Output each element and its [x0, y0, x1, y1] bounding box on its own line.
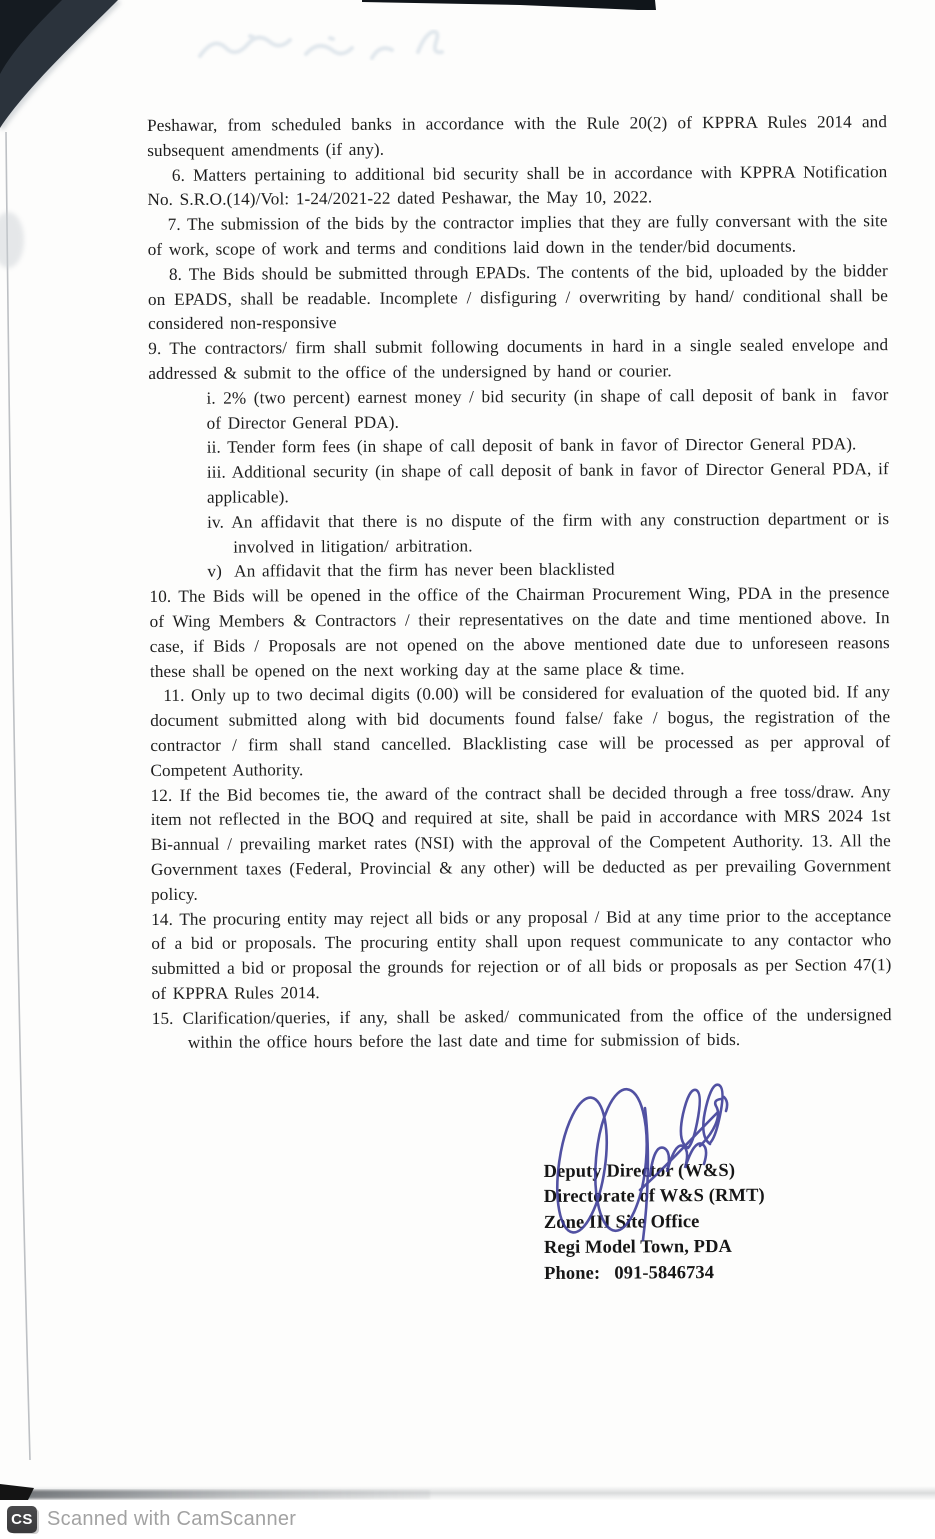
paragraph: 15. Clarification/queries, if any, shall be asked/ communicated from the office of the undersigned within the office hours before the last date and time for submission of bids. — [151, 1004, 899, 1053]
camscanner-badge-icon — [7, 1506, 37, 1533]
paragraph: 10. The Bids will be opened in the office of the Chairman Procurement Wing, PDA in the presence of Wing Members & Contractors / their representatives on the date and time mentioned above. In case, if Bids / Proposals are not opened on the above mentioned date due to unforeseen reasons these shall be opened on the next working day at the same place & time. — [149, 583, 897, 681]
list-item: iii. Additional security (in shape of call deposit of bank in favor of Director General PDA, if applicable). — [206, 459, 896, 507]
paragraph: 9. The contractors/ firm shall submit following documents in hard in a single sealed envelope and addressed & submit to the office of the undersigned by hand or courier. — [148, 335, 895, 383]
camscanner-footer-text: Scanned with CamScanner — [47, 1508, 297, 1530]
signature-line: Regi Model Town, PDA — [543, 1237, 733, 1259]
list-item: iv. An affidavit that there is no dispute of the firm with any construction department or is involved in litigation/ arbitration. — [207, 508, 896, 557]
paragraph: 7. The submission of the bids by the contractor implies that they are fully conversant with the site of work, scope of work and terms and conditions laid down in the tender/bid documents. — [147, 211, 895, 259]
paragraph: 14. The procuring entity may reject all bids or any proposal / Bid at any time prior to the acceptance of a bid or proposals. The procuring entity shall upon request communicate to any contactor who submitted a bid or proposal the grounds for rejection or of all bids or proposals as per Section 47(1) of KPPRA Rules 2014. — [151, 905, 899, 1003]
paragraph: Peshawar, from scheduled banks in accordance with the Rule 20(2) of KPPRA Rules 2014 and subsequent amendments (if any). — [147, 112, 894, 160]
signature-line: Directorate of W&S (RMT) — [543, 1186, 765, 1208]
signature-line: Zone III Site Office — [543, 1211, 700, 1233]
signature-line: Phone: 091-5846734 — [544, 1262, 715, 1284]
camscanner-badge-label: CS — [11, 1511, 33, 1528]
paragraph: 12. If the Bid becomes tie, the award of the contract shall be decided through a free toss/draw. Any item not reflected in the BOQ and required at site, shall be paid in accordance with MRS 2024 1st Bi-annual / prevailing market rates (NSI) with the approval of the Competent Authority. 13. All the Government taxes (Federal, Provincial & any other) will be deducted as per prevailing Government policy. — [150, 781, 898, 904]
list-item: i. 2% (two percent) earnest money / bid security (in shape of call deposit of bank in favor of Director General PDA). — [206, 384, 896, 433]
camscanner-footer — [0, 1500, 935, 1539]
signature-block — [543, 1159, 765, 1287]
paragraph: 8. The Bids should be submitted through EPADs. The contents of the bid, uploaded by the bidder on EPADS, shall be readable. Incomplete / disfiguring / overwriting by hand/ conditional shall be considered non-responsive — [147, 260, 895, 334]
paragraph: 6. Matters pertaining to additional bid security shall be in accordance with KPPRA Notification No. S.R.O.(14)/Vol: 1-24/2021-22 dated Peshawar, the May 10, 2022. — [147, 161, 894, 210]
document-body — [147, 110, 899, 1056]
signature-line: Deputy Director (W&S) — [543, 1160, 736, 1182]
paragraph: 11. Only up to two decimal digits (0.00) will be considered for evaluation of the quoted bid. If any document submitted along with bid documents found false/ fake / bogus, the registration of the contractor / firm shall stand cancelled. Blacklisting case will be processed as per approval of Competent Authority. — [149, 682, 897, 780]
list-item: ii. Tender form fees (in shape of call deposit of bank in favor of Director General PDA). — [206, 434, 857, 458]
list-item: v) An affidavit that the firm has never been blacklisted — [207, 559, 615, 582]
